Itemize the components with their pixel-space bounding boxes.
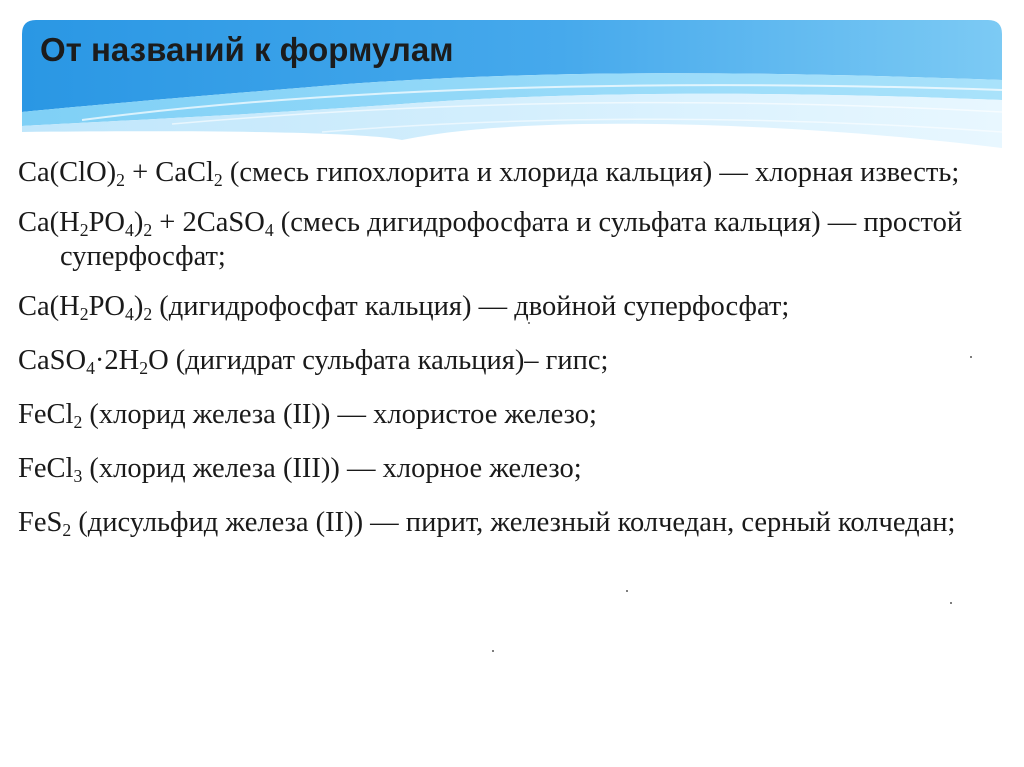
page-title: От названий к формулам [40,31,454,68]
list-item: FeCl$_2$ (хлорид железа (II)) — хлористое железо; [18,399,597,432]
list-item: $Ca(H_2PO_4)_2$ (дигидрофосфат кальция) — двойной суперфосфат; [18,291,790,324]
compound-list [18,156,1008,556]
speck [626,590,628,592]
list-item: $CaSO_4\cdot 2H_2O$ (дигидрат сульфата кальция)– гипс; [18,345,609,378]
list-item: FeS$_2$ (дисульфид железа (II)) — пирит, железный колчедан, серный колчедан; [18,507,956,540]
list-item: $Ca(ClO)_2$ + CaCl$_2$ (смесь гипохлорита и хлорида кальция) — хлорная известь; [18,157,960,190]
list-item: $Ca(H_2PO_4)_2$ + 2CaSO$_4$ (смесь дигидрофосфата и сульфата кальция) — простой суперфосфат; [18,207,963,272]
speck [950,602,952,604]
list-item: FeCl$_3$ (хлорид железа (III)) — хлорное железо; [18,453,582,486]
speck [528,322,530,324]
speck [970,356,972,358]
speck [492,650,494,652]
